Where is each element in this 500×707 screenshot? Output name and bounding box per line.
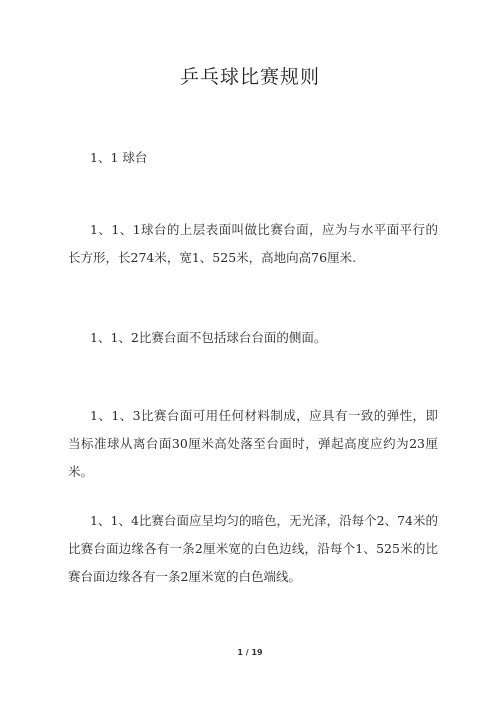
paragraph: 1、1、3比赛台面可用任何材料制成，应具有一致的弹性，即当标准球从离台面30厘米高处落至台面时，弹起高度应约为23厘米。 — [68, 408, 438, 479]
section-heading: 1、1 球台 — [90, 150, 148, 165]
paragraph: 1、1、1球台的上层表面叫做比赛台面，应为与水平面平行的长方形，长274米，宽1、525米，高地向高76厘米. — [68, 222, 438, 265]
paragraph: 1、1、4比赛台面应呈均匀的暗色，无光泽，沿每个2、74米的比赛台面边缘各有一条2厘米宽的白色边线，沿每个1、525米的比赛台面边缘各有一条2厘米宽的白色端线。 — [68, 513, 438, 584]
document-title: 乒乓球比赛规则 — [179, 66, 320, 88]
page-number: 1 / 19 — [237, 648, 263, 657]
paragraph: 1、1、2比赛台面不包括球台台面的侧面。 — [90, 330, 327, 345]
